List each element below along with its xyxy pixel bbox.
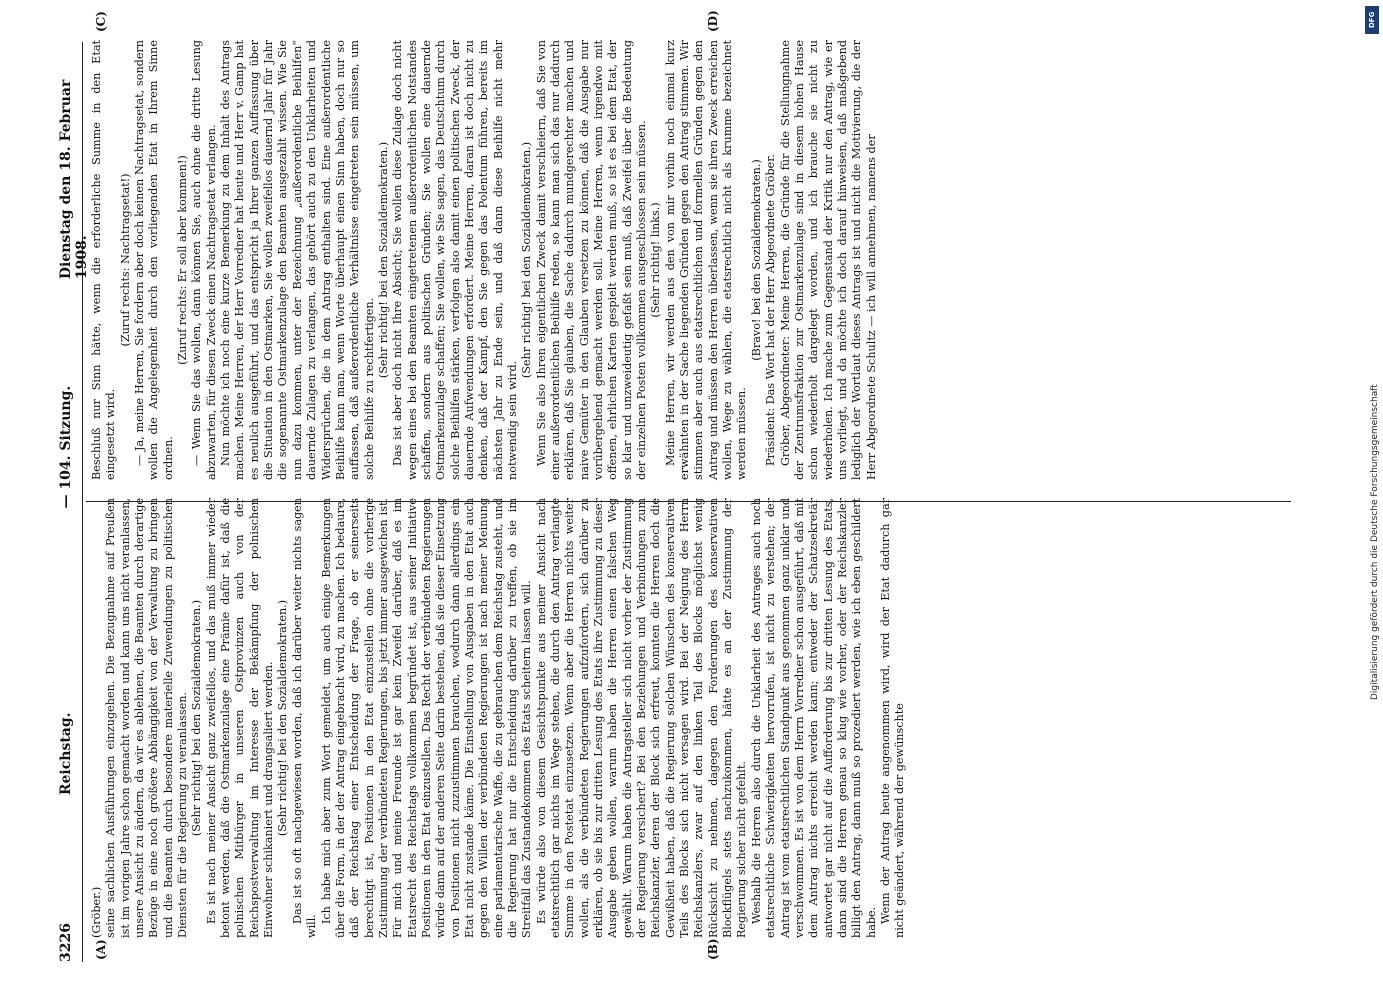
session-label: — 104. Sitzung. bbox=[58, 385, 74, 509]
interjection: (Sehr richtig! bei den Sozialdemokraten.) bbox=[276, 599, 290, 837]
left-column bbox=[90, 498, 908, 938]
page-number: 3226 bbox=[58, 923, 74, 962]
speaker-tag: (Gröber.) bbox=[90, 886, 103, 938]
parliament-name: Reichstag. bbox=[58, 712, 74, 796]
paragraph: Meine Herren, wir werden aus den von mir vorhin noch einmal kurz erwähnten in der Sache liegenden Gründen gegen den Antrag stimmen. Wir stimmen aber auch aus etatsrechtlichen und formellen Gründen gegen den Antrag und müssen den Herren überlassen, wenn sie ihren Zweck erreichen wollen, Wege zu wählen, die etatsrechtlich nicht als krumme bezeichnet werden müssen. bbox=[663, 40, 749, 480]
paragraph: Das ist so oft nachgewiesen worden, daß ich darüber weiter nichts sagen will. bbox=[290, 498, 319, 938]
paragraph: — Ja, meine Herren, Sie fordern aber doch keinen Nachtragsetat, sondern wollen die Angelegenheit durch den vorliegenden Etat in Ihrem Sinne ordnen. bbox=[133, 40, 175, 480]
interjection: (Zuruf rechts: Er soll aber kommen!) bbox=[176, 155, 190, 365]
paragraph: Wenn der Antrag heute angenommen wird, wird der Etat dadurch gar nicht geändert, während der gewünschte bbox=[878, 498, 907, 938]
paragraph: Wenn Sie also Ihren eigentlichen Zweck damit verschleiern, daß Sie von einer außerordentlichen Beihilfe reden, so kann man sich das nur dadurch erklären, daß Sie glauben, die Sache dadurch mundgerechter machen und naive Gemüter in den Glauben versetzen zu können, daß die Ausgabe nur vorübergehend gemacht werden soll. Meine Herren, wenn irgendwo mit offenen, ehrlichen Karten gespielt werden muß, so ist es bei dem Etat, der so klar und unzweideutig gefaßt sein muß, daß Zweifel über die Bedeutung der einzelnen Posten vollkommen ausgeschlossen sein müssen. bbox=[534, 40, 649, 480]
paragraph: Beschluß nur Sinn hätte, wenn die erforderliche Summe in den Etat eingesetzt wird. bbox=[90, 40, 118, 480]
paragraph: Es ist nach meiner Ansicht ganz zweifellos, und das muß immer wieder betont werden, daß die Ostmarkenzulage eine Prämie dafür ist, daß die polnischen Mitbürger in unseren Ostprovinzen auch von der Reichspostverwaltung im Interesse der Bekämpfung der polnischen Einwohner schikaniert und drangsaliert werden. bbox=[204, 498, 276, 938]
interjection: (Sehr richtig! bei den Sozialdemokraten.) bbox=[190, 599, 204, 837]
column-divider bbox=[86, 501, 1291, 502]
paragraph: Nun möchte ich noch eine kurze Bemerkung zu dem Inhalt des Antrags machen. Meine Herren, der Herr Vorredner hat heute und Herr v. Gamp hat es neulich ausgeführt, und das entspricht ja Ihrer ganzen Auffassung über die Situation in den Ostmarken, Sie wollen zweifellos dauernd Jahr für Jahr die sogenannte Ostmarkenzulage den Beamten ausgezahlt wissen. Wie Sie nun dazu kommen, unter der Bezeichnung „außerordentliche Beihilfen“ dauernde Zulagen zu verlangen, das gehört auch zu den Unklarheiten und Widersprüchen, die in dem Antrag enthalten sind. Eine außerordentliche Beihilfe kann man, wenn Worte überhaupt einen Sinn haben, doch nur so auffassen, daß außerordentliche Verhältnisse eingetreten sein müssen, um solche Beihilfe zu rechtfertigen. bbox=[219, 40, 376, 480]
interjection: (Sehr richtig! bei den Sozialdemokraten.) bbox=[376, 141, 390, 379]
interjection: (Sehr richtig! links.) bbox=[649, 202, 663, 318]
paragraph: Es würde also von diesem Gesichtspunkte aus meiner Ansicht nach etatsrechtlich gar nichts im Wege stehen, die durch den Antrag verlangte Summe in den Postetat einzusetzen. Wenn aber die Herren nichts weiter wollen, als die verbündeten Regierungen aufzufordern, sich darüber zu erklären, ob sie bis zur dritten Lesung des Etats ihre Zustimmung zu dieser Ausgabe geben wollen, warum haben die Herren einen falschen Weg gewählt. Warum haben die Antragsteller sich nicht vorher der Zustimmung der Regierung versichert? Bei den Beziehungen und Verbindungen zum Reichskanzler, deren der Block sich erfreut, konnten die Herren doch die Gewißheit haben, daß die Regierung solchen Wünschen des konservativen Teils des Blocks sich nicht versagen wird. Bei der Neigung des Herrn Reichskanzlers, zwar auf den linken Teil des Blocks möglichst wenig Rücksicht zu nehmen, dagegen den Forderungen des konservativen Blockflügels stets nachzukommen, hätte es an der Zustimmung der Regierung sicher nicht gefehlt. bbox=[534, 498, 749, 938]
session-date: Dienstag den 18. Februar 1908. bbox=[58, 79, 90, 280]
margin-marker-a: (A) bbox=[94, 939, 108, 960]
paragraph: Gröber, Abgeordneter: Meine Herren, die Gründe für die Stellungnahme der Zentrumsfraktion zur Ostmarkenzulage sind in diesem hohen Hause schon wiederholt dargelegt worden, und ich brauche sie nicht zu wiederholen. Ich mache zum Gegenstand der Kritik nur den Antrag, wie er uns vorliegt, und da möchte ich doch darauf hinweisen, daß maßgebend lediglich der Wortlaut dieses Antrags ist und nicht die Motivierung, die der Herr Abgeordnete Schultz — ich will annehmen, namens der bbox=[778, 40, 878, 480]
right-column bbox=[90, 40, 879, 480]
credit-strip bbox=[1361, 0, 1383, 1000]
margin-marker-b: (B) bbox=[706, 938, 720, 960]
paragraph: — Wenn Sie das wollen, dann können Sie, auch ohne die dritte Lesung abzuwarten, für diesen Zweck einen Nachtragsetat verlangen. bbox=[190, 40, 218, 480]
interjection: (Bravo! bei den Sozialdemokraten.) bbox=[749, 159, 763, 361]
dfg-logo: DFG bbox=[1365, 6, 1379, 34]
paragraph: Weshalb die Herren also durch die Unklarheit des Antrages auch noch etatsrechtliche Schwierigkeiten hervorrufen, ist nicht zu verstehen; der Antrag ist vom etatsrechtlichen Standpunkt aus genommen ganz unklar und verschwommen. Es ist von dem Herrn Vorredner schon ausgeführt, daß mit dem Antrag nichts erreicht werden kann; entweder der Schatzsekretär antwortet gar nicht auf die Aufforderung bis zur dritten Lesung des Etats, dann sind die Herren genau so klug wie vorher, oder der Reichskanzler billigt den Antrag, dann muß so prozediert werden, wie ich eben geschildert habe. bbox=[749, 498, 878, 938]
margin-marker-c: (C) bbox=[94, 11, 108, 32]
president-statement: Präsident: Das Wort hat der Herr Abgeordnete Gröber. bbox=[764, 154, 778, 466]
digitization-credit: Digitalisierung gefördert durch die Deutsche Forschungsgemeinschaft bbox=[1370, 384, 1380, 700]
paragraph: Das ist aber doch nicht Ihre Absicht; Sie wollen diese Zulage doch nicht wegen eines bei den Beamten eingetretenen außerordentlichen Notstandes schaffen, sondern aus politischen Gründen; Sie wollen eine dauernde Ostmarkenzulage schaffen; Sie wollen, wie Sie sagen, das Deutschtum durch solche Beihilfen stärken, verfolgen also damit einen politischen Zweck, der dauernde Aufwendungen erfordert. Meine Herren, daran ist doch nicht zu denken, daß der Kampf, den Sie gegen das Polentum führen, bereits im nächsten Jahr zu Ende sein, und daß dann diese Beihilfe nicht mehr notwendig sein wird. bbox=[391, 40, 519, 480]
interjection: (Sehr richtig! bei den Sozialdemokraten.) bbox=[520, 141, 534, 379]
page-header bbox=[58, 42, 90, 962]
paragraph: seine sachlichen Ausführungen einzugehen. Die Bezugnahme auf Preußen ist im vorigen Jahre schon gemacht worden und kann uns nicht veranlassen, unsere Ansicht zu ändern, da wir es ablehnen, die Beamten durch derartige Bezüge in eine noch größere Abhängigkeit von der Verwaltung zu bringen und die Beamten durch besondere materielle Zuwendungen zu politischen Diensten für die Regierung zu veranlassen. bbox=[104, 498, 190, 938]
interjection: (Zuruf rechts: Nachtragsetat!) bbox=[118, 173, 132, 347]
paragraph: Ich habe mich aber zum Wort gemeldet, um auch einige Bemerkungen über die Form, in der der Antrag eingebracht wird, zu machen. Ich bedaure, daß der Reichstag einer Entscheidung der Frage, ob er seinerseits berechtigt ist, Positionen in den Etat einzustellen ohne die vorherige Zustimmung der verbündeten Regierungen, bis jetzt immer ausgewichen ist. Für mich und meine Freunde ist gar kein Zweifel darüber, daß es im Etatsrecht des Reichstags vollkommen begründet ist, aus seiner Initiative Positionen in den Etat einzustellen. Das Recht der verbündeten Regierungen würde dann auf der anderen Seite darin bestehen, daß sie dieser Einsetzung von Positionen nicht zuzustimmen brauchen, wodurch dann allerdings ein Etat nicht zustande käme. Die Einstellung von Ausgaben in den Etat auch gegen den Willen der verbündeten Regierungen ist nach meiner Meinung eine parlamentarische Waffe, die zu gebrauchen dem Reichstag zusteht, und die Regierung hat nur die Entscheidung darüber zu treffen, ob sie im Streitfall das Zustandekommen des Etats scheitern lassen will. bbox=[319, 498, 534, 938]
margin-marker-d: (D) bbox=[706, 10, 720, 32]
